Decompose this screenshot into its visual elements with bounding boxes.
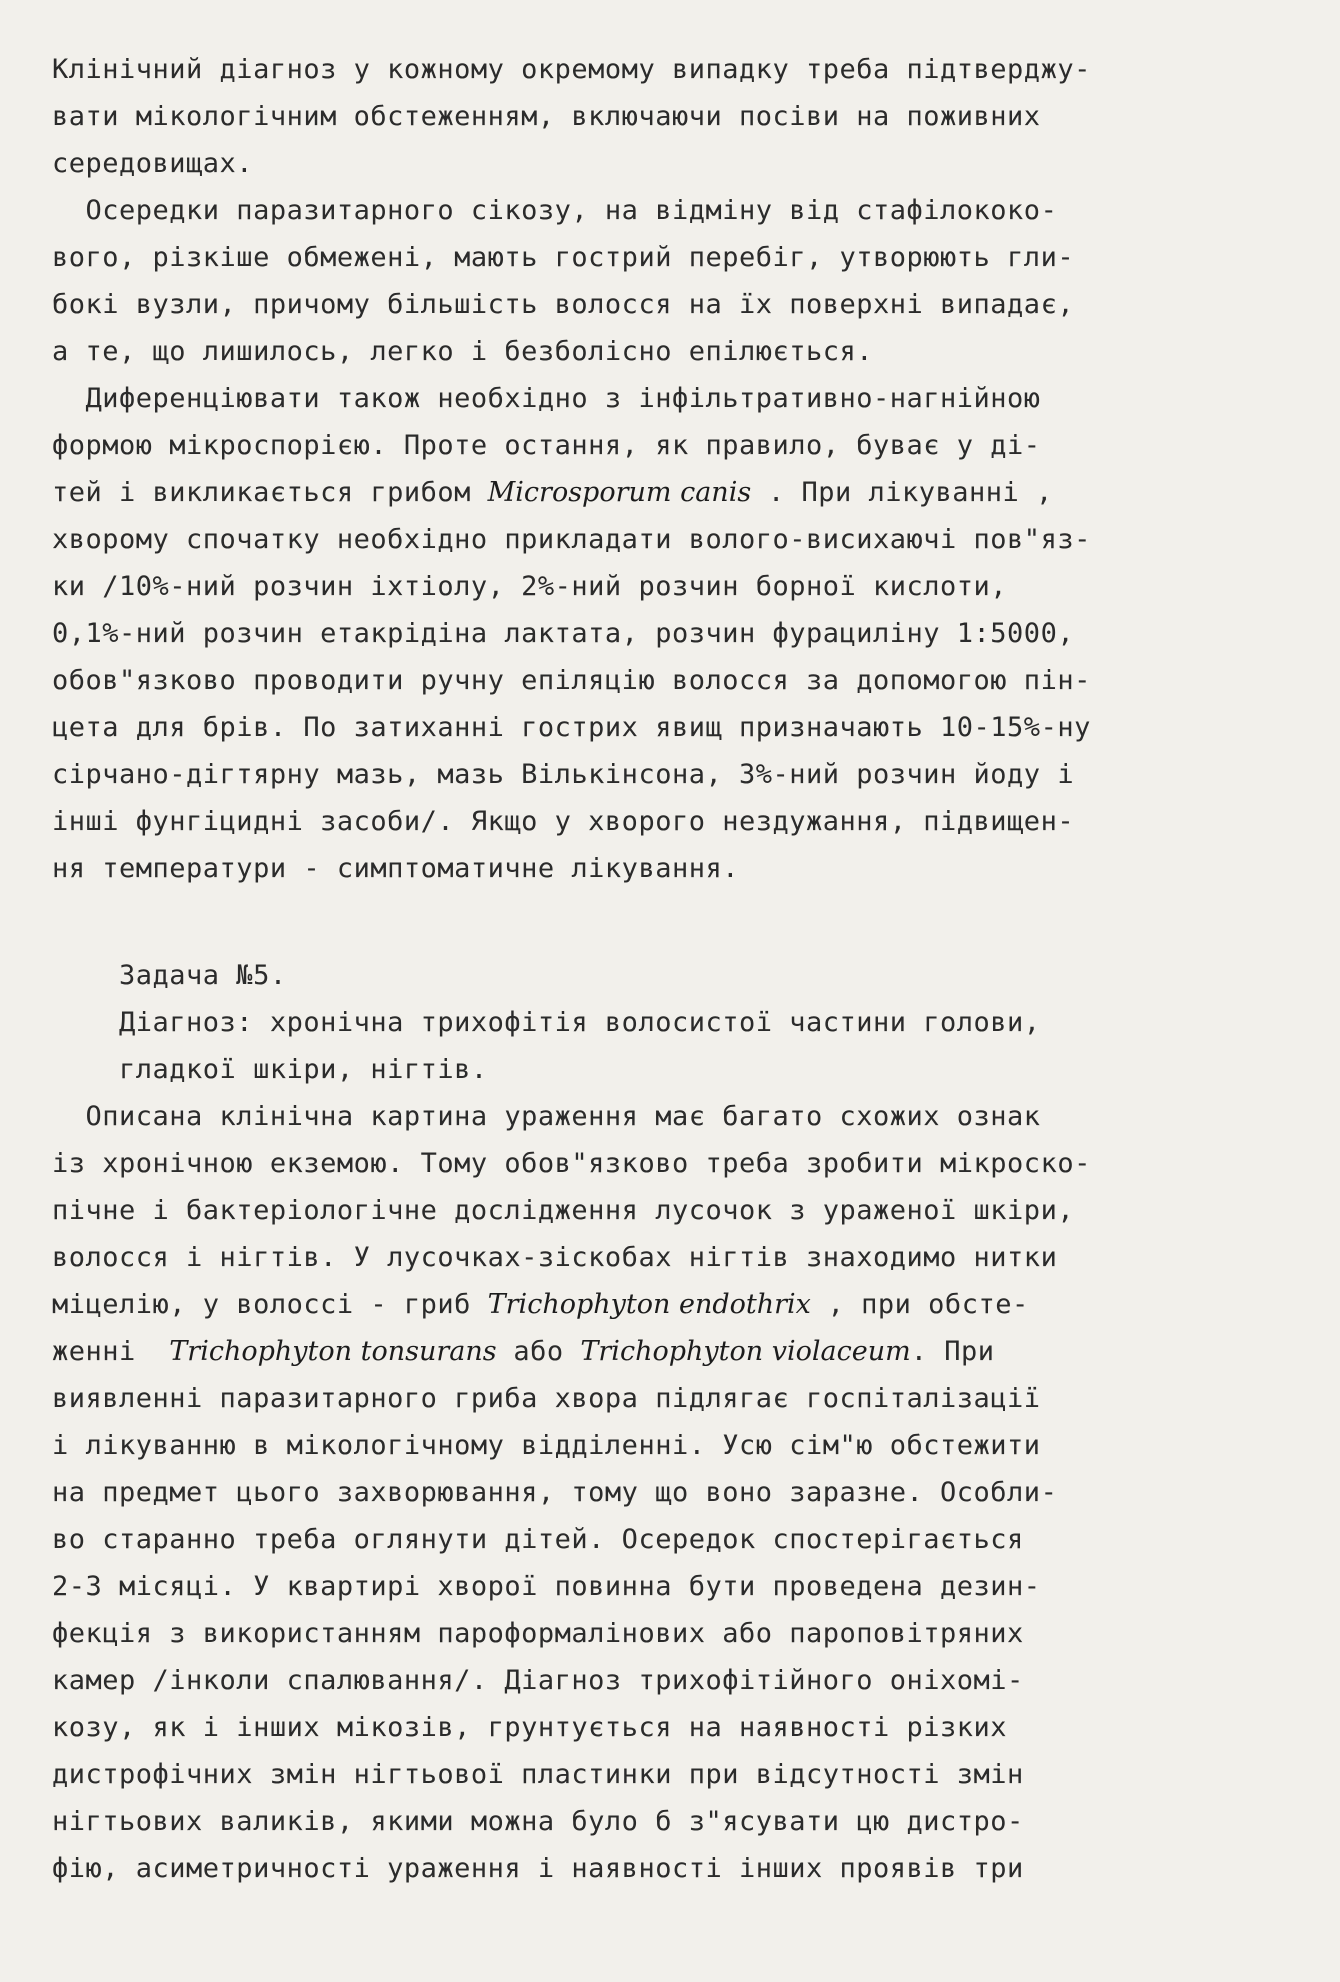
text-line: во старанно треба оглянути дітей. Осередок спостерігається xyxy=(52,1524,1024,1555)
text-fragment: женні xyxy=(52,1336,170,1367)
text-line: вого, різкіше обмежені, мають гострий перебіг, утворюють гли- xyxy=(52,242,1075,273)
text-line: а те, що лишилось, легко і безболісно епілюється. xyxy=(52,336,874,367)
text-line: 2-3 місяці. У квартирі хворої повинна бути проведена дезин- xyxy=(52,1571,1041,1602)
text-line: ня температури - симптоматичне лікування. xyxy=(52,853,739,884)
handwritten-latin-name: Trichophyton violaceum xyxy=(580,1336,911,1367)
text-line: Осередки паразитарного сікозу, на відміну від стафілококо- xyxy=(52,195,1058,226)
diagnosis-line: Діагноз: хронічна трихофітія волосистої частини голови, xyxy=(52,1007,1041,1038)
text-line: Диференціювати також необхідно з інфільтративно-нагнійною xyxy=(52,383,1041,414)
text-line: виявленні паразитарного гриба хвора підлягає госпіталізації xyxy=(52,1383,1041,1414)
text-section-2 xyxy=(52,952,1282,1892)
text-line: хворому спочатку необхідно прикладати волого-висихаючі пов"яз- xyxy=(52,524,1091,555)
text-line: Описана клінічна картина ураження має багато схожих ознак xyxy=(52,1101,1041,1132)
text-line-with-handwriting xyxy=(52,1328,1282,1375)
text-line: формою мікроспорією. Проте остання, як правило, буває у ді- xyxy=(52,430,1041,461)
diagnosis-line: гладкої шкіри, нігтів. xyxy=(52,1054,488,1085)
task-heading: Задача №5. xyxy=(52,960,287,991)
handwritten-latin-name: Trichophyton tonsurans xyxy=(169,1336,497,1367)
text-line: бокі вузли, причому більшість волосся на їх поверхні випадає, xyxy=(52,289,1075,320)
text-line: із хронічною екземою. Тому обов"язково треба зробити мікроско- xyxy=(52,1148,1091,1179)
text-line: фію, асиметричності ураження і наявності інших проявів три xyxy=(52,1853,1024,1884)
text-line: обов"язково проводити ручну епіляцію волосся за допомогою пін- xyxy=(52,665,1091,696)
text-section-1 xyxy=(52,46,1282,892)
text-line: ки /10%-ний розчин іхтіолу, 2%-ний розчин борної кислоти, xyxy=(52,571,1008,602)
text-line: нігтьових валиків, якими можна було б з"ясувати цю дистро- xyxy=(52,1806,1024,1837)
text-line: 0,1%-ний розчин етакрідіна лактата, розчин фурациліну 1:5000, xyxy=(52,618,1075,649)
text-line: пічне і бактеріологічне дослідження лусочок з ураженої шкіри, xyxy=(52,1195,1075,1226)
text-line: Клінічний діагноз у кожному окремому випадку треба підтверджу- xyxy=(52,54,1091,85)
handwritten-latin-name: Trichophyton endothrix xyxy=(487,1289,811,1320)
text-line: інші фунгіцидні засоби/. Якщо у хворого нездужання, підвищен- xyxy=(52,806,1075,837)
text-line-with-handwriting xyxy=(52,469,1282,516)
text-line: дистрофічних змін нігтьової пластинки при відсутності змін xyxy=(52,1759,1024,1790)
text-fragment: . При xyxy=(910,1336,995,1367)
text-line: вати мікологічним обстеженням, включаючи посіви на поживних xyxy=(52,101,1041,132)
text-fragment: або xyxy=(496,1336,581,1367)
text-line-with-handwriting xyxy=(52,1281,1282,1328)
text-line: фекція з використанням пароформалінових або пароповітряних xyxy=(52,1618,1024,1649)
text-line: козу, як і інших мікозів, грунтується на наявності різких xyxy=(52,1712,1008,1743)
text-line: волосся і нігтів. У лусочках-зіскобах нігтів знаходимо нитки xyxy=(52,1242,1058,1273)
text-fragment: міцелію, у волоссі - гриб xyxy=(52,1289,488,1320)
text-line: і лікуванню в мікологічному відділенні. Усю сім"ю обстежити xyxy=(52,1430,1041,1461)
text-fragment: , при обсте- xyxy=(810,1289,1029,1320)
text-line: на предмет цього захворювання, тому що воно заразне. Особли- xyxy=(52,1477,1058,1508)
handwritten-latin-name: Microsporum canis xyxy=(487,477,752,508)
text-line: сірчано-дігтярну мазь, мазь Вількінсона, 3%-ний розчин йоду і xyxy=(52,759,1075,790)
text-fragment: . При лікуванні , xyxy=(751,477,1053,508)
text-line: середовищах. xyxy=(52,148,254,179)
text-line: камер /інколи спалювання/. Діагноз трихофітійного оніхомі- xyxy=(52,1665,1024,1696)
text-line: цета для брів. По затиханні гострих явищ призначають 10-15%-ну xyxy=(52,712,1091,743)
text-fragment: тей і викликається грибом xyxy=(52,477,488,508)
